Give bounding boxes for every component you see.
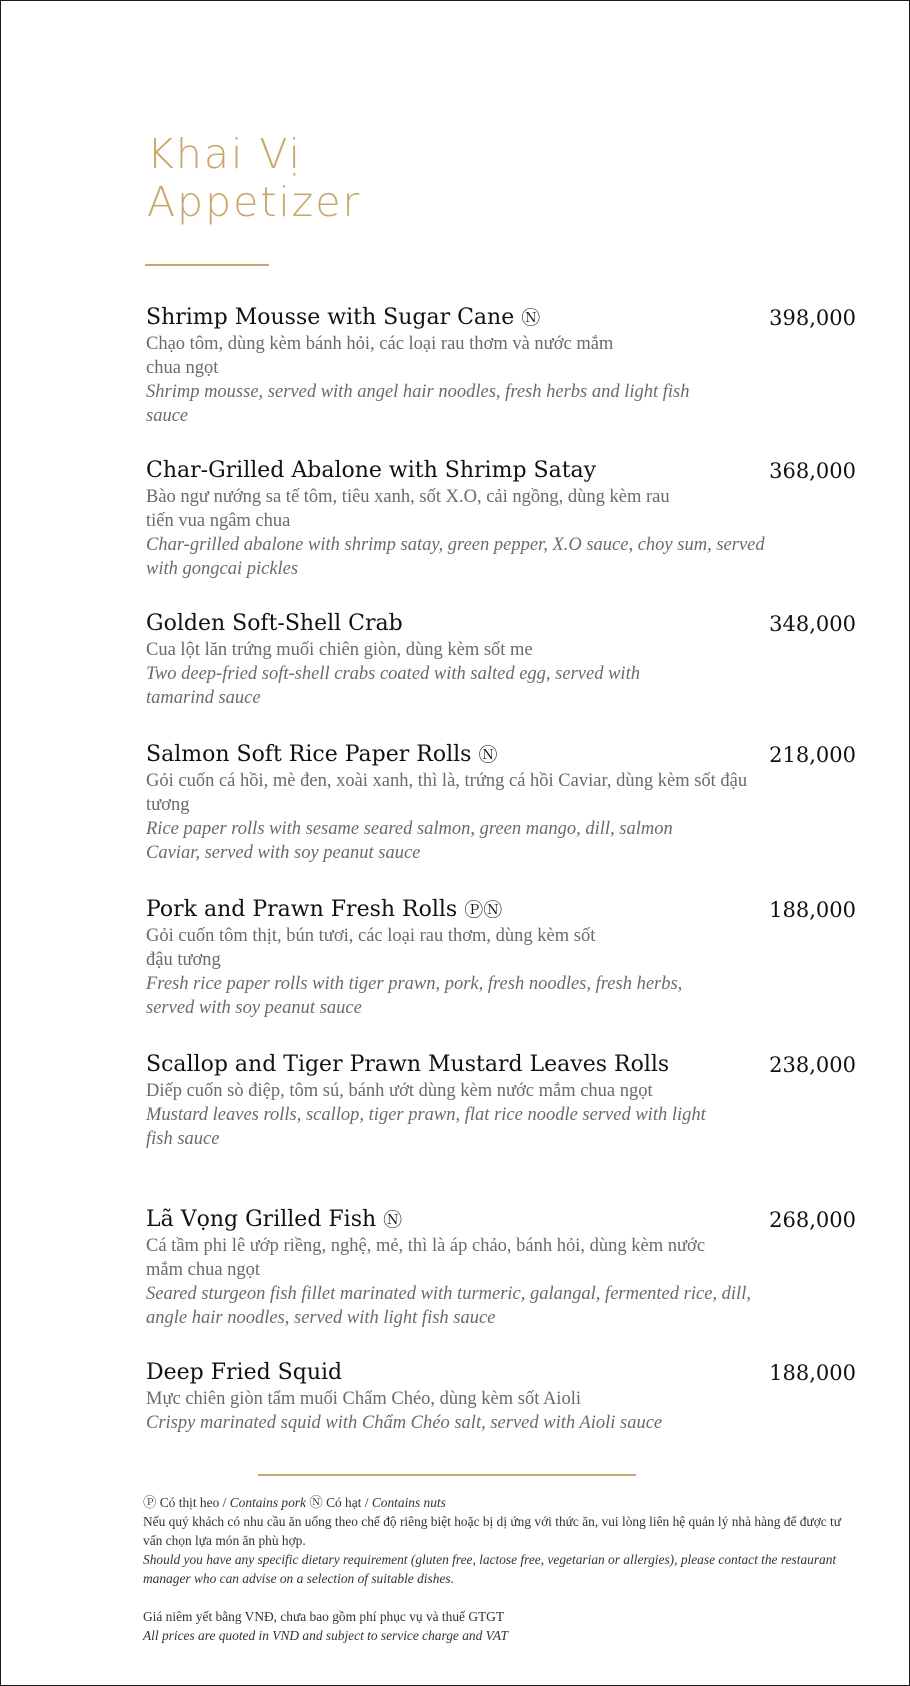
section-title (147, 130, 361, 226)
item-name: Pork and Prawn Fresh Rolls ⓅⓃ (146, 897, 503, 922)
footer-divider (258, 1474, 636, 1476)
item-description-vn: Gỏi cuốn tôm thịt, bún tươi, các loại rau thơm, dùng kèm sốt đậu tương (146, 926, 596, 970)
menu-item (146, 1051, 856, 1206)
title-divider (145, 264, 269, 266)
price-note-vn: Giá niêm yết bằng VNĐ, chưa bao gồm phí phục vụ và thuế GTGT (143, 1609, 505, 1624)
item-name: Deep Fried Squid (146, 1360, 343, 1385)
menu-item (146, 457, 856, 610)
item-name: Shrimp Mousse with Sugar Cane Ⓝ (146, 305, 541, 330)
item-description-en: Fresh rice paper rolls with tiger prawn, pork, fresh noodles, fresh herbs, served with soy peanut sauce (146, 974, 683, 1018)
item-description-en: Two deep-fried soft-shell crabs coated with salted egg, served with tamarind sauce (146, 664, 640, 708)
item-description-vn: Cá tầm phi lê ướp riềng, nghệ, mẻ, thì là áp chảo, bánh hỏi, dùng kèm nước mắm chua ngọt (146, 1236, 706, 1280)
nuts-icon: Ⓝ (309, 1495, 323, 1510)
menu-item (146, 610, 856, 741)
nuts-icon: Ⓝ (478, 744, 498, 766)
item-name: Scallop and Tiger Prawn Mustard Leaves Rolls (146, 1052, 670, 1077)
item-description-en: Crispy marinated squid with Chẩm Chéo salt, served with Aioli sauce (146, 1413, 663, 1433)
menu-item (146, 1206, 856, 1359)
menu-items-list (146, 304, 856, 1435)
allergen-legend: Ⓟ Có thịt heo / Contains pork Ⓝ Có hạt / Contains nuts (143, 1495, 446, 1510)
item-description-vn: Chạo tôm, dùng kèm bánh hỏi, các loại rau thơm và nước mắm chua ngọt (146, 334, 614, 378)
item-price: 188,000 (769, 898, 856, 922)
item-description-en: Mustard leaves rolls, scallop, tiger prawn, flat rice noodle served with light fish sauce (146, 1105, 706, 1149)
item-description-en: Rice paper rolls with sesame seared salmon, green mango, dill, salmon Caviar, served with soy peanut sauce (146, 819, 673, 863)
item-description-vn: Gỏi cuốn cá hồi, mè đen, xoài xanh, thì là, trứng cá hồi Caviar, dùng kèm sốt đậu tương (146, 771, 748, 815)
menu-item (146, 741, 856, 896)
item-price: 348,000 (769, 612, 856, 636)
nuts-icon: Ⓝ (383, 1209, 403, 1231)
pork-nuts-icons: ⓅⓃ (464, 899, 503, 921)
menu-item (146, 1359, 856, 1435)
menu-item (146, 896, 856, 1051)
item-name: Lã Vọng Grilled Fish Ⓝ (146, 1207, 403, 1232)
item-price: 238,000 (769, 1053, 856, 1077)
item-price: 398,000 (769, 306, 856, 330)
item-price: 268,000 (769, 1208, 856, 1232)
item-description-vn: Diếp cuốn sò điệp, tôm sú, bánh ướt dùng kèm nước mắm chua ngọt (146, 1081, 653, 1101)
menu-item (146, 304, 856, 457)
item-description-en: Char-grilled abalone with shrimp satay, green pepper, X.O sauce, choy sum, served with gongcai pickles (146, 535, 765, 579)
dietary-note-en: Should you have any specific dietary requirement (gluten free, lactose free, vegetarian or allergies), please contact the restaurant manager who can advise on a selection of suitable dishes. (143, 1552, 837, 1586)
item-price: 218,000 (769, 743, 856, 767)
item-price: 368,000 (769, 459, 856, 483)
item-price: 188,000 (769, 1361, 856, 1385)
item-name: Char-Grilled Abalone with Shrimp Satay (146, 458, 597, 483)
item-name: Golden Soft-Shell Crab (146, 611, 403, 636)
pork-icon: Ⓟ (143, 1495, 157, 1510)
item-description-en: Seared sturgeon fish fillet marinated with turmeric, galangal, fermented rice, dill, angle hair noodles, served with light fish sauce (146, 1284, 751, 1328)
dietary-note-vn: Nếu quý khách có nhu cầu ăn uống theo chế độ riêng biệt hoặc bị dị ứng với thức ăn, vui lòng liên hệ quản lý nhà hàng để được tư vấn chọn lựa món ăn phù hợp. (143, 1514, 842, 1548)
section-title-vn: Khai Vị (147, 130, 302, 178)
item-description-en: Shrimp mousse, served with angel hair noodles, fresh herbs and light fish sauce (146, 382, 690, 426)
item-description-vn: Bào ngư nướng sa tế tôm, tiêu xanh, sốt X.O, cải ngồng, dùng kèm rau tiến vua ngâm chua (146, 487, 670, 531)
footnotes (143, 1493, 843, 1645)
section-title-en: Appetizer (147, 178, 362, 226)
nuts-icon: Ⓝ (521, 307, 541, 329)
item-description-vn: Cua lột lăn trứng muối chiên giòn, dùng kèm sốt me (146, 640, 533, 660)
item-name: Salmon Soft Rice Paper Rolls Ⓝ (146, 742, 498, 767)
item-description-vn: Mực chiên giòn tẩm muối Chẩm Chéo, dùng kèm sốt Aioli (146, 1389, 581, 1409)
price-note-en: All prices are quoted in VND and subject to service charge and VAT (143, 1628, 508, 1643)
